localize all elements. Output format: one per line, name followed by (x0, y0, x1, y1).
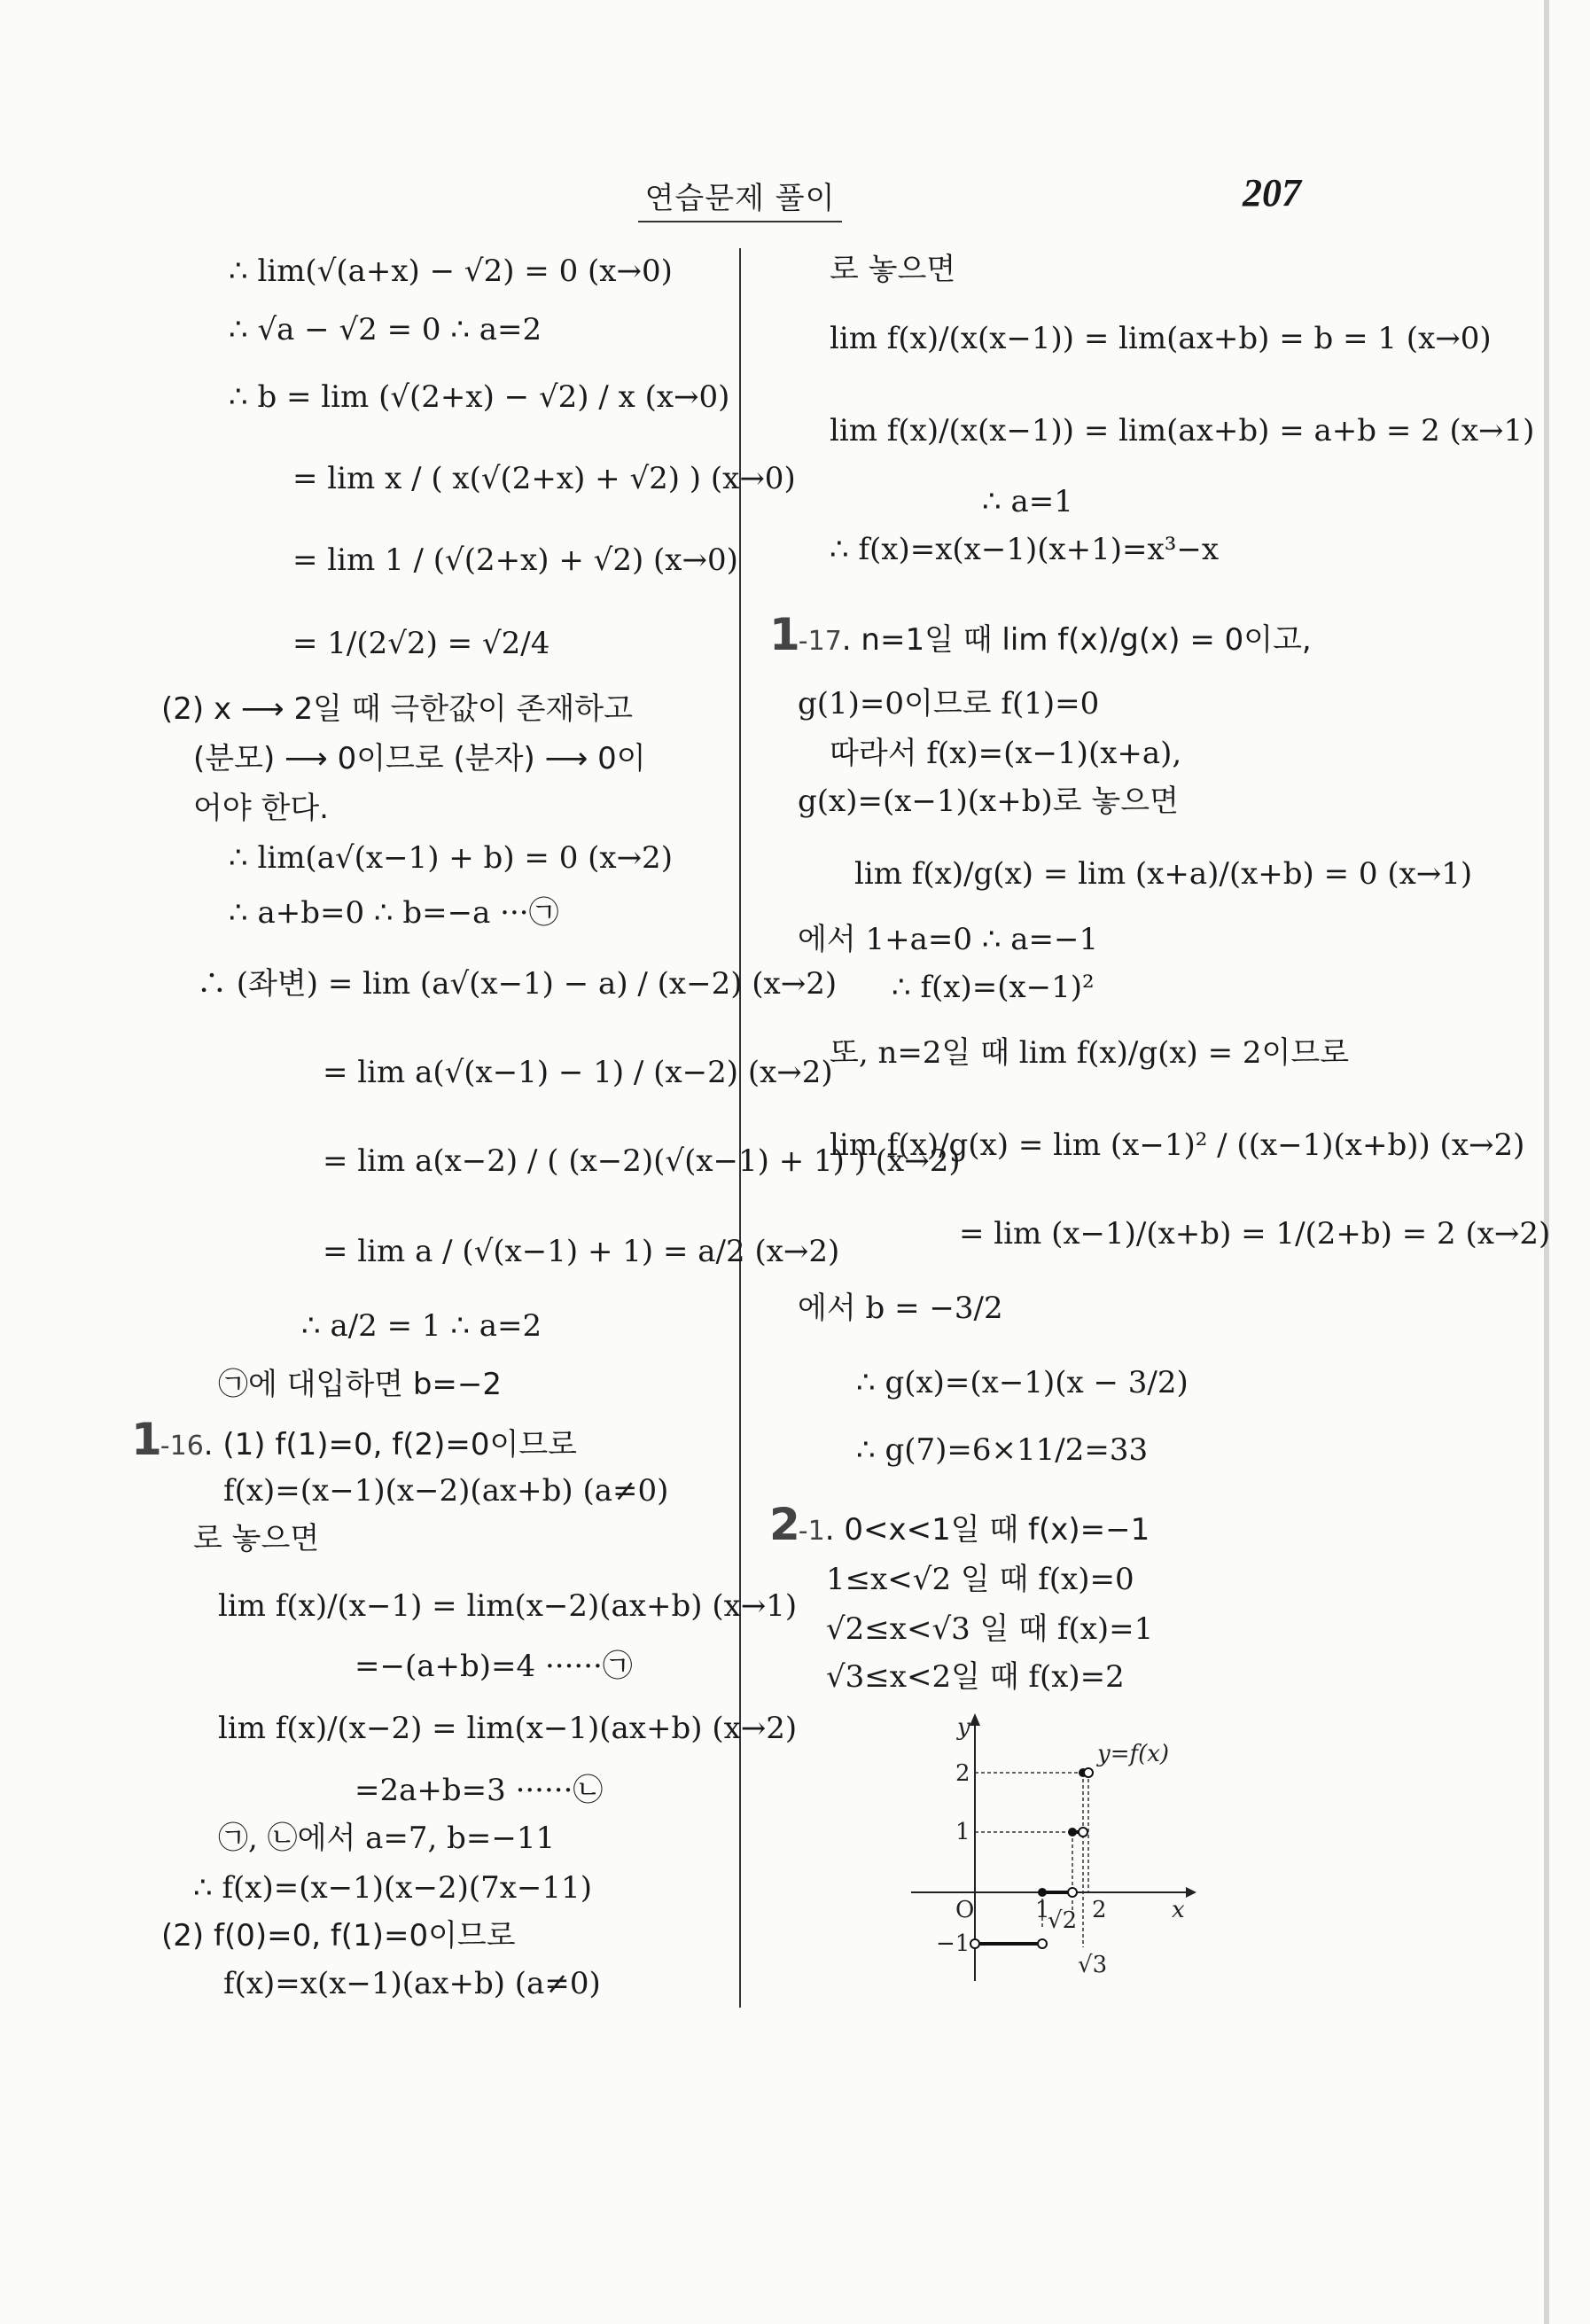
right-line-11: ∴ f(x)=(x−1)² (892, 970, 1095, 1005)
x-axis-label: x (1172, 1897, 1185, 1923)
open-point-icon (970, 1939, 979, 1948)
right-line-19: √2≤x<√3 일 때 f(x)=1 (826, 1611, 1154, 1647)
page-number: 207 (1243, 171, 1301, 214)
y-axis-label: y (957, 1714, 970, 1741)
left-line-1: ∴ lim(√(a+x) − √2) = 0 (x→0) (229, 253, 673, 289)
right-line-13: lim f(x)/g(x) = lim (x−1)² / ((x−1)(x+b)) (x→2) (830, 1127, 1525, 1163)
curve-label: y=f(x) (1097, 1741, 1170, 1767)
right-line-14: = lim (x−1)/(x+b) = 1/(2+b) = 2 (x→2) (959, 1216, 1551, 1252)
left-line-11: ∴ a+b=0 ∴ b=−a ···㉠ (229, 895, 559, 931)
right-line-20: √3≤x<2일 때 f(x)=2 (826, 1659, 1125, 1695)
open-point-icon (1079, 1828, 1087, 1837)
right-line-12: 또, n=2일 때 lim f(x)/g(x) = 2이므로 (830, 1035, 1350, 1071)
left-line-20: lim f(x)/(x−1) = lim(x−2)(ax+b) (x→1) (218, 1588, 798, 1624)
problem-2-1-number: 2 (769, 1499, 799, 1550)
right-line-7: 따라서 f(x)=(x−1)(x+a), (830, 736, 1182, 771)
right-line-2: lim f(x)/(x(x−1)) = lim(ax+b) = b = 1 (x→0) (830, 321, 1492, 356)
left-line-4: = lim x / ( x(√(2+x) + √2) ) (x→0) (292, 461, 796, 496)
left-line-13: = lim a(√(x−1) − 1) / (x−2) (x→2) (323, 1055, 833, 1090)
problem-1-16-sub: -16 (160, 1431, 204, 1462)
problem-1-17-sub: -17 (798, 626, 842, 657)
left-line-9: 어야 한다. (193, 791, 329, 826)
open-point-icon (1084, 1768, 1093, 1777)
step-function-graph (904, 1706, 1205, 1999)
left-line-17: ㉠에 대입하면 b=−2 (218, 1367, 503, 1402)
left-line-7: (2) x ⟶ 2일 때 극한값이 존재하고 (161, 691, 633, 727)
x-axis-arrow-icon (1186, 1887, 1196, 1898)
left-line-8: (분모) ⟶ 0이므로 (분자) ⟶ 0이 (193, 741, 646, 776)
y-tick-2: 2 (955, 1760, 970, 1787)
left-line-24: ㉠, ㉡에서 a=7, b=−11 (218, 1821, 556, 1856)
x-tick-1: 1 (1035, 1897, 1050, 1923)
problem-1-16-text: . (1) f(1)=0, f(2)=0이므로 (203, 1427, 578, 1462)
right-line-4: ∴ a=1 (982, 484, 1073, 519)
open-point-icon (1038, 1939, 1047, 1948)
left-line-19: 로 놓으면 (193, 1521, 320, 1556)
right-line-3: lim f(x)/(x(x−1)) = lim(ax+b) = a+b = 2 (x→1) (830, 413, 1535, 448)
origin-label: O (955, 1897, 975, 1923)
problem-1-16 (131, 1414, 578, 1465)
right-line-5: ∴ f(x)=x(x−1)(x+1)=x³−x (830, 532, 1219, 567)
left-line-25: ∴ f(x)=(x−1)(x−2)(7x−11) (193, 1870, 592, 1906)
y-tick-1: 1 (955, 1819, 970, 1845)
right-line-1: 로 놓으면 (830, 252, 956, 287)
problem-1-17-number: 1 (769, 609, 799, 660)
right-line-16: ∴ g(x)=(x−1)(x − 3/2) (856, 1365, 1189, 1400)
right-line-8: g(x)=(x−1)(x+b)로 놓으면 (798, 784, 1179, 819)
left-line-5: = lim 1 / (√(2+x) + √2) (x→0) (292, 542, 738, 578)
problem-2-1-text: . 0<x<1일 때 f(x)=−1 (824, 1512, 1150, 1548)
left-line-26: (2) f(0)=0, f(1)=0이므로 (161, 1918, 516, 1954)
x-tick-sqrt3: √3 (1078, 1952, 1108, 1978)
x-tick-2: 2 (1092, 1897, 1107, 1923)
closed-point-icon (1068, 1828, 1077, 1837)
right-line-10: 에서 1+a=0 ∴ a=−1 (798, 922, 1099, 957)
right-line-15: 에서 b = −3/2 (798, 1291, 1003, 1326)
left-line-22: lim f(x)/(x−2) = lim(x−1)(ax+b) (x→2) (218, 1711, 798, 1746)
left-line-10: ∴ lim(a√(x−1) + b) = 0 (x→2) (229, 840, 673, 876)
left-line-27: f(x)=x(x−1)(ax+b) (a≠0) (223, 1966, 601, 2001)
right-line-18: 1≤x<√2 일 때 f(x)=0 (826, 1562, 1134, 1597)
section-header-title: 연습문제 풀이 (638, 174, 842, 222)
y-tick-neg1: −1 (936, 1930, 970, 1957)
y-axis-arrow-icon (970, 1713, 980, 1726)
right-line-9: lim f(x)/g(x) = lim (x+a)/(x+b) = 0 (x→1) (854, 856, 1473, 892)
problem-2-1-sub: -1 (798, 1516, 825, 1547)
left-line-15: = lim a / (√(x−1) + 1) = a/2 (x→2) (323, 1234, 840, 1269)
left-line-23: =2a+b=3 ······㉡ (355, 1773, 604, 1808)
left-line-3: ∴ b = lim (√(2+x) − √2) / x (x→0) (229, 379, 730, 415)
closed-point-icon (1038, 1888, 1047, 1897)
left-line-14: = lim a(x−2) / ( (x−2)(√(x−1) + 1) ) (x→2) (323, 1143, 961, 1179)
x-tick-sqrt2: √2 (1048, 1907, 1078, 1934)
left-line-2: ∴ √a − √2 = 0 ∴ a=2 (229, 312, 542, 347)
open-point-icon (1068, 1888, 1077, 1897)
left-line-12: ∴ (좌변) = lim (a√(x−1) − a) / (x−2) (x→2) (197, 966, 838, 1002)
problem-2-1 (769, 1499, 1150, 1550)
left-line-18: f(x)=(x−1)(x−2)(ax+b) (a≠0) (223, 1473, 669, 1509)
left-line-21: =−(a+b)=4 ······㉠ (355, 1649, 633, 1684)
right-line-17: ∴ g(7)=6×11/2=33 (856, 1432, 1149, 1468)
problem-1-17-text: . n=1일 때 lim f(x)/g(x) = 0이고, (841, 622, 1312, 658)
left-line-6: = 1/(2√2) = √2/4 (292, 626, 550, 661)
problem-1-17 (769, 609, 1312, 660)
problem-1-16-number: 1 (131, 1414, 160, 1465)
left-line-16: ∴ a/2 = 1 ∴ a=2 (301, 1308, 542, 1344)
page-edge-shadow (1544, 0, 1549, 2324)
right-line-6: g(1)=0이므로 f(1)=0 (798, 686, 1100, 721)
